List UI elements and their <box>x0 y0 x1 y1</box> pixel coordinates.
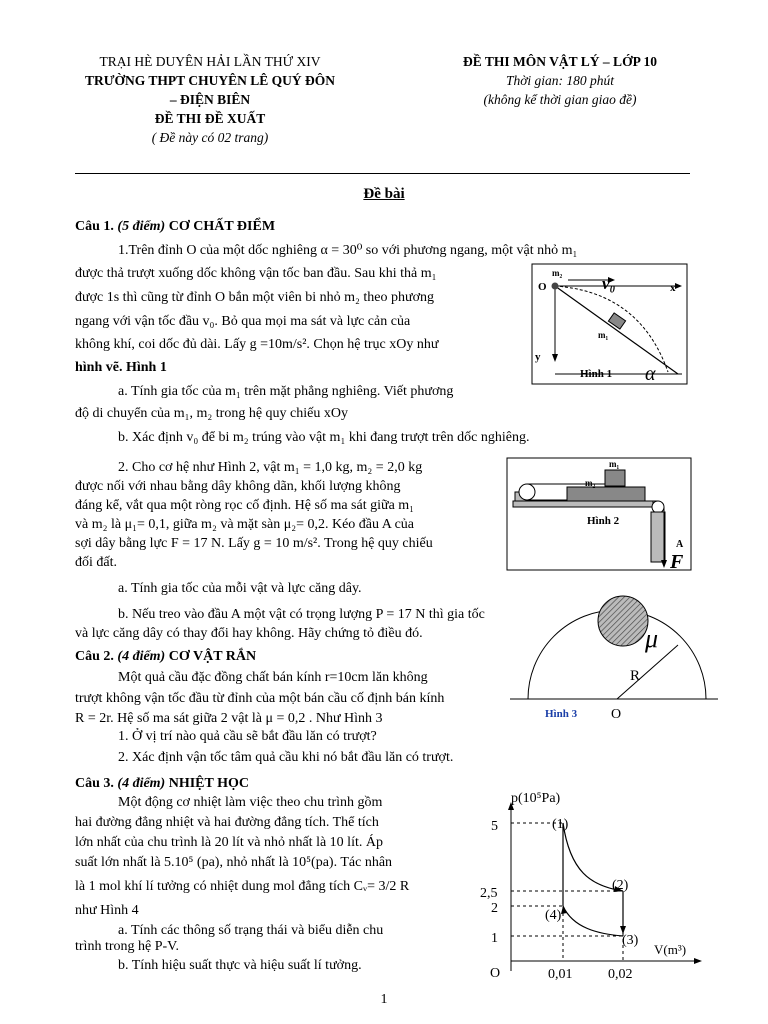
mu-label: μ <box>645 624 659 653</box>
block-m2 <box>567 487 645 501</box>
q2-line1: Một quả cầu đặc đồng chất bán kính r=10cm lăn không <box>118 670 428 685</box>
q1-heading <box>75 216 275 238</box>
q2-topic: CƠ VẬT RẮN <box>168 649 257 664</box>
figure-2-caption: Hình 2 <box>587 515 620 527</box>
point-a-label: A <box>676 539 684 550</box>
q3-a-line2: trình trong hệ P-V. <box>75 939 179 954</box>
page-number: 1 <box>380 992 388 1007</box>
isotherm-3-4 <box>563 906 623 936</box>
q3-line4: suất lớn nhất là 5.10⁵ (pa), nhỏ nhất là 10⁵(pa). Tác nhân <box>75 855 393 870</box>
exam-subject: ĐỀ THI MÔN VẬT LÝ – LỚP 10 <box>463 54 657 69</box>
figure-4 <box>478 786 708 986</box>
alpha-label: α <box>645 363 656 385</box>
point-2-label: (2) <box>612 878 629 893</box>
q1-p2-line3: đáng kể, vắt qua một ròng rọc cố định. Hệ số ma sát giữa m₁ <box>75 498 415 513</box>
school-name: TRƯỜNG THPT CHUYÊN LÊ QUÝ ĐÔN <box>85 73 335 88</box>
q1-b-line: b. Xác định v₀ để bi m₂ trúng vào vật m₁ khi đang trượt trên dốc nghiêng. <box>118 430 530 445</box>
p-axis-label: p(10⁵Pa) <box>511 791 561 806</box>
ytick-2-5: 2,5 <box>480 886 498 901</box>
xtick-0-01: 0,01 <box>548 967 573 982</box>
exam-type: ĐỀ THI ĐỀ XUẤT <box>154 111 266 126</box>
q1-p1-line5: không khí, coi dốc đủ dài. Lấy g =10m/s². Chọn hệ trục xOy như <box>75 337 439 352</box>
table-leg <box>651 512 665 562</box>
q2-label: Câu 2. <box>75 649 114 664</box>
point-3-label: (3) <box>622 933 639 948</box>
fixed-pulley <box>519 484 535 500</box>
floor <box>513 501 653 507</box>
xtick-0-02: 0,02 <box>608 967 633 982</box>
q3-line5: là 1 mol khí lí tưởng có nhiệt dung mol đẳng tích Cᵥ= 3/2 R <box>75 879 410 894</box>
ytick-2: 2 <box>491 901 498 916</box>
ytick-5: 5 <box>491 819 498 834</box>
q2-points: (4 điểm) <box>117 649 166 664</box>
origin-label: O <box>538 281 547 293</box>
q2-item2: 2. Xác định vận tốc tâm quả cầu khi nó bắt đầu lăn có trượt. <box>118 750 454 765</box>
m1-label: m₁ <box>609 459 620 469</box>
corner-pulley <box>652 501 664 513</box>
q1-p1-line4: ngang với vận tốc đầu v₀. Bỏ qua mọi ma sát và lực cản của <box>75 314 411 329</box>
radius-label: R <box>630 668 641 684</box>
v-axis-arrow <box>694 958 702 964</box>
trajectory <box>555 286 668 372</box>
figure-1 <box>530 262 690 387</box>
x-axis-arrow <box>675 283 682 289</box>
q1-topic: CƠ CHẤT ĐIỂM <box>168 219 276 234</box>
center-label: O <box>611 707 622 722</box>
q1-p1-line1: 1.Trên đỉnh O của một dốc nghiêng α = 30⁰ so với phương ngang, một vật nhỏ m₁ <box>118 243 578 258</box>
q3-label: Câu 3. <box>75 776 114 791</box>
q1-p2-line4: và m₂ là μ₁= 0,1, giữa m₂ và mặt sàn μ₂= 0,2. Kéo đầu A của <box>75 517 415 532</box>
q3-line2: hai đường đẳng nhiệt và hai đường đẳng tích. Thể tích <box>75 815 379 830</box>
q1-p2-b-line1: b. Nếu treo vào đầu A một vật có trọng lượng P = 17 N thì gia tốc <box>118 607 485 622</box>
m2-label: m₂ <box>585 478 596 488</box>
force-label: F <box>670 551 684 573</box>
q2-line2: trượt không vận tốc đầu từ đỉnh của một bán cầu cố định bán kính <box>75 691 445 706</box>
radius-line <box>617 645 678 699</box>
block-m1 <box>605 470 625 486</box>
origin-label: O <box>490 966 501 981</box>
point-1-label: (1) <box>552 817 569 832</box>
q1-points: (5 điểm) <box>117 219 166 234</box>
q1-p2-b-line2: và lực căng dây có thay đổi hay không. Hãy chứng tỏ điều đó. <box>75 626 423 641</box>
q3-a-line1: a. Tính các thông số trạng thái và biểu diễn chu <box>118 923 384 938</box>
q2-item1: 1. Ở vị trí nào quả cầu sẽ bắt đầu lăn có trượt? <box>118 729 377 744</box>
camp-name: TRẠI HÈ DUYÊN HẢI LẦN THỨ XIV <box>99 54 321 69</box>
q1-p2-line1: 2. Cho cơ hệ như Hình 2, vật m₁ = 1,0 kg, m₂ = 2,0 kg <box>118 460 423 475</box>
header-divider <box>75 173 690 174</box>
v0-label: v₀ <box>602 274 616 293</box>
page-count-note: ( Đề này có 02 trang) <box>151 130 269 145</box>
m2-label: m₂ <box>552 268 563 278</box>
y-label: y <box>535 351 541 363</box>
figure-2 <box>505 456 695 574</box>
m1-label: m₁ <box>598 330 609 340</box>
q1-p1-line3: được 1s thì cũng từ đỉnh O bắn một viên bi nhỏ m₂ theo phương <box>75 290 434 305</box>
figure-3-caption: Hình 3 <box>545 708 578 720</box>
page-title: Đề bài <box>363 186 405 202</box>
point-4-label: (4) <box>545 908 562 923</box>
q1-p1-line2: được thả trượt xuống dốc không vận tốc ban đầu. Sau khi thả m₁ <box>75 266 437 281</box>
y-axis-arrow <box>552 354 558 362</box>
q1-p2-a: a. Tính gia tốc của mỗi vật và lực căng dây. <box>118 581 362 596</box>
q1-p1-line6: hình vẽ. Hình 1 <box>75 360 167 375</box>
q1-p2-line5: sợi dây bằng lực F = 17 N. Lấy g = 10 m/s². Trong hệ quy chiếu <box>75 536 433 551</box>
q3-line3: lớn nhất của chu trình là 20 lít và nhỏ nhất là 10 lít. Áp <box>75 835 383 850</box>
q1-p2-line2: được nối với nhau bằng dây không dãn, khối lượng không <box>75 479 401 494</box>
force-arrowhead <box>661 560 667 568</box>
q2-heading <box>75 646 256 668</box>
q3-line6: như Hình 4 <box>75 903 139 918</box>
ball <box>598 596 648 646</box>
header-right <box>395 52 725 109</box>
school-location: – ĐIỆN BIÊN <box>169 92 251 107</box>
v-axis-label: V(m³) <box>654 942 687 957</box>
q3-b-line: b. Tính hiệu suất thực và hiệu suất lí tưởng. <box>118 958 362 973</box>
q2-line3: R = 2r. Hệ số ma sát giữa 2 vật là μ = 0,2 . Như Hình 3 <box>75 711 383 726</box>
header-left <box>60 52 360 147</box>
ytick-1: 1 <box>491 931 498 946</box>
exam-time: Thời gian: 180 phút <box>505 73 615 88</box>
q3-line1: Một động cơ nhiệt làm việc theo chu trình gồm <box>118 795 383 810</box>
figure-3 <box>490 595 720 725</box>
q1-label: Câu 1. <box>75 219 114 234</box>
q1-p2-line6: đối đất. <box>75 555 117 570</box>
exam-time-note: (không kể thời gian giao đề) <box>483 92 637 107</box>
q3-points: (4 điểm) <box>117 776 166 791</box>
incline <box>555 286 678 374</box>
figure-1-caption: Hình 1 <box>580 368 613 380</box>
q3-topic: NHIỆT HỌC <box>168 776 249 791</box>
q1-a-line1: a. Tính gia tốc của m₁ trên mặt phẳng nghiêng. Viết phương <box>118 384 454 399</box>
ball-m2 <box>552 283 559 290</box>
q1-a-line2: độ di chuyển của m₁, m₂ trong hệ quy chiếu xOy <box>75 406 348 421</box>
x-label: x <box>670 282 676 294</box>
